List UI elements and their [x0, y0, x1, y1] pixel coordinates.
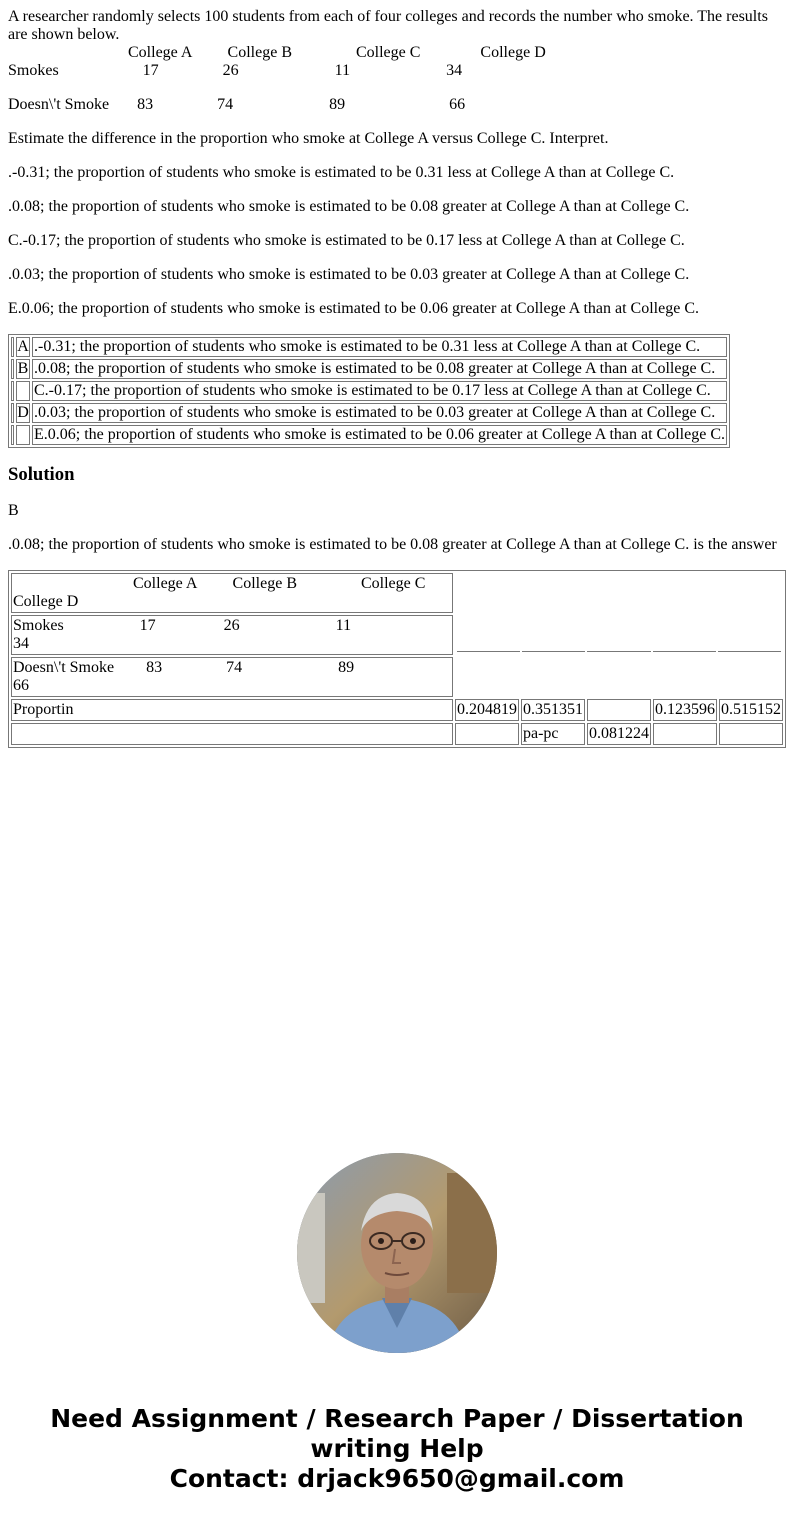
difference-empty-cell	[653, 723, 717, 745]
calc-doesnt-smoke-cell: Doesn\'t Smoke 83 74 89 66	[11, 657, 453, 697]
page-content	[0, 0, 794, 748]
calc-row-proportion	[11, 699, 783, 721]
footer-contact-text: Contact: drjack9650@gmail.com	[169, 1464, 625, 1493]
proportion-label: Proportin	[11, 699, 453, 721]
option-key	[16, 425, 30, 445]
proportion-value: 0.351351	[521, 699, 585, 721]
question-doesnt-smoke-row: Doesn\'t Smoke 83 74 89 66	[8, 96, 466, 113]
option-key: B	[17, 360, 29, 377]
solution-answer-text: .0.08; the proportion of students who smoke is estimated to be 0.08 greater at College A than at College C. is the answer	[8, 536, 777, 553]
option-text: E.0.06; the proportion of students who smoke is estimated to be 0.06 greater at College A than at College C.	[34, 426, 725, 443]
proportion-value: 0.204819	[455, 699, 519, 721]
calc-smokes-cell: Smokes 17 26 11 34	[11, 615, 453, 655]
calc-row-header	[11, 573, 783, 613]
solution-answer-letter: B	[8, 502, 19, 519]
option-key	[16, 381, 30, 401]
choice-d: .0.03; the proportion of students who smoke is estimated to be 0.03 greater at College A than at College C.	[8, 266, 690, 283]
options-row	[11, 337, 727, 357]
calc-header-cell: College A College B College C College D	[11, 573, 453, 613]
option-text: .0.08; the proportion of students who smoke is estimated to be 0.08 greater at College A than at College C.	[32, 359, 727, 379]
difference-value: 0.081224	[587, 723, 651, 745]
calc-row-difference	[11, 723, 783, 745]
choice-b: .0.08; the proportion of students who smoke is estimated to be 0.08 greater at College A than at College C.	[8, 198, 690, 215]
difference-empty-cell	[11, 723, 453, 745]
person-portrait-icon	[297, 1153, 497, 1353]
options-row	[11, 359, 727, 379]
choice-a: .-0.31; the proportion of students who smoke is estimated to be 0.31 less at College A than at College C.	[8, 164, 675, 181]
footer-help-text: Need Assignment / Research Paper / Dissertation writing Help	[50, 1404, 744, 1463]
question-prompt: Estimate the difference in the proportion who smoke at College A versus College C. Interpret.	[8, 130, 609, 147]
proportion-value	[587, 699, 651, 721]
options-table	[8, 334, 730, 448]
difference-empty-cell	[455, 723, 519, 745]
footer-banner	[0, 1404, 794, 1494]
difference-label: pa-pc	[521, 723, 585, 745]
question-intro: A researcher randomly selects 100 students from each of four colleges and records the number who smoke. The results are shown below.	[8, 8, 768, 43]
question-header-row: College A College B College C College D	[8, 44, 546, 61]
option-text: .0.03; the proportion of students who smoke is estimated to be 0.03 greater at College A than at College C.	[32, 403, 727, 423]
option-text: .-0.31; the proportion of students who smoke is estimated to be 0.31 less at College A than at College C.	[32, 337, 727, 357]
options-row	[11, 425, 727, 445]
proportion-value: 0.123596	[653, 699, 717, 721]
option-key: D	[17, 404, 29, 421]
question-data-block	[8, 44, 786, 114]
choice-c: C.-0.17; the proportion of students who smoke is estimated to be 0.17 less at College A than at College C.	[8, 232, 685, 249]
calculation-table	[8, 570, 786, 748]
options-row	[11, 403, 727, 423]
proportion-value: 0.515152	[719, 699, 783, 721]
options-row	[11, 381, 727, 401]
question-smokes-row: Smokes 17 26 11 34	[8, 62, 463, 79]
author-avatar	[297, 1153, 497, 1353]
option-text: C.-0.17; the proportion of students who smoke is estimated to be 0.17 less at College A than at College C.	[32, 381, 727, 401]
difference-empty-cell	[719, 723, 783, 745]
choice-e: E.0.06; the proportion of students who smoke is estimated to be 0.06 greater at College A than at College C.	[8, 300, 699, 317]
option-key: A	[17, 338, 29, 355]
solution-heading: Solution	[8, 464, 75, 485]
